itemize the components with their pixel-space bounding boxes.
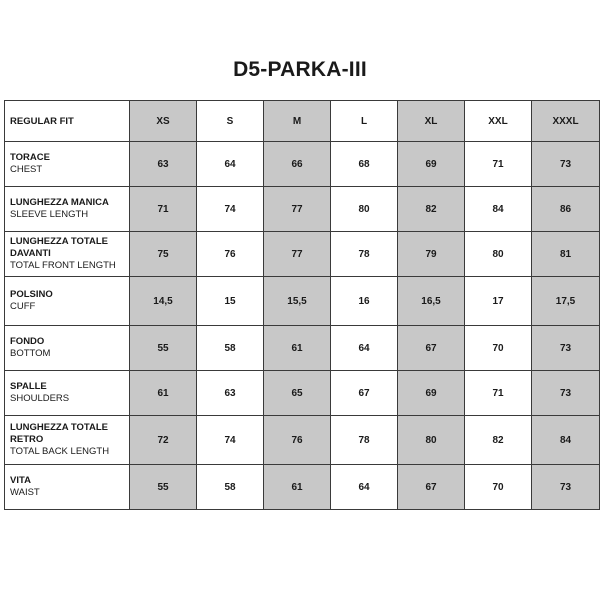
measurement-name-it: LUNGHEZZA MANICA <box>10 197 109 208</box>
measurement-label <box>5 232 130 277</box>
measurement-value: 79 <box>398 232 465 277</box>
table-row <box>5 326 600 371</box>
measurement-value: 16 <box>331 277 398 326</box>
measurement-name-en: CHEST <box>10 164 43 175</box>
measurement-value: 69 <box>398 142 465 187</box>
measurement-label <box>5 277 130 326</box>
measurement-value: 63 <box>197 371 264 416</box>
measurement-name-en: TOTAL BACK LENGTH <box>10 446 110 457</box>
measurement-name-en: WAIST <box>10 487 40 498</box>
measurement-value: 76 <box>197 232 264 277</box>
size-header-s: S <box>197 101 264 142</box>
table-row <box>5 277 600 326</box>
measurement-value: 78 <box>331 416 398 465</box>
measurement-value: 15,5 <box>264 277 331 326</box>
measurement-value: 73 <box>532 371 600 416</box>
measurement-value: 84 <box>465 187 532 232</box>
measurement-value: 70 <box>465 326 532 371</box>
measurement-value: 71 <box>130 187 197 232</box>
measurement-value: 84 <box>532 416 600 465</box>
measurement-label <box>5 416 130 465</box>
measurement-value: 58 <box>197 326 264 371</box>
measurement-value: 81 <box>532 232 600 277</box>
measurement-value: 70 <box>465 465 532 510</box>
measurement-value: 86 <box>532 187 600 232</box>
table-row <box>5 187 600 232</box>
measurement-value: 75 <box>130 232 197 277</box>
measurement-value: 67 <box>398 326 465 371</box>
measurement-name-it: VITA <box>10 475 31 486</box>
measurement-value: 77 <box>264 187 331 232</box>
measurement-value: 77 <box>264 232 331 277</box>
measurement-name-it: FONDO <box>10 336 45 347</box>
measurement-value: 64 <box>331 326 398 371</box>
size-header-l: L <box>331 101 398 142</box>
measurement-name-en: BOTTOM <box>10 348 51 359</box>
measurement-name-en: TOTAL FRONT LENGTH <box>10 260 116 271</box>
size-header-xs: XS <box>130 101 197 142</box>
measurement-value: 71 <box>465 142 532 187</box>
measurement-value: 73 <box>532 326 600 371</box>
measurement-value: 80 <box>331 187 398 232</box>
measurement-value: 78 <box>331 232 398 277</box>
measurement-value: 74 <box>197 416 264 465</box>
measurement-name-en: SHOULDERS <box>10 393 70 404</box>
measurement-label <box>5 371 130 416</box>
size-chart-table <box>4 100 600 510</box>
page-title: D5-PARKA-III <box>233 58 367 81</box>
measurement-value: 64 <box>197 142 264 187</box>
measurement-value: 71 <box>465 371 532 416</box>
measurement-value: 63 <box>130 142 197 187</box>
measurement-value: 67 <box>398 465 465 510</box>
measurement-value: 58 <box>197 465 264 510</box>
measurement-value: 15 <box>197 277 264 326</box>
measurement-value: 55 <box>130 326 197 371</box>
fit-label: REGULAR FIT <box>5 101 130 142</box>
measurement-name-it: POLSINO <box>10 289 53 300</box>
measurement-name-en: CUFF <box>10 301 36 312</box>
measurement-value: 61 <box>264 326 331 371</box>
measurement-value: 82 <box>398 187 465 232</box>
measurement-value: 69 <box>398 371 465 416</box>
measurement-name-en: SLEEVE LENGTH <box>10 209 89 220</box>
measurement-label <box>5 142 130 187</box>
measurement-value: 67 <box>331 371 398 416</box>
table-row <box>5 142 600 187</box>
measurement-value: 73 <box>532 142 600 187</box>
measurement-value: 14,5 <box>130 277 197 326</box>
measurement-name-it: LUNGHEZZA TOTALE RETRO <box>10 422 108 445</box>
measurement-value: 66 <box>264 142 331 187</box>
size-header-xxl: XXL <box>465 101 532 142</box>
measurement-name-it: LUNGHEZZA TOTALE DAVANTI <box>10 236 108 259</box>
measurement-value: 65 <box>264 371 331 416</box>
measurement-value: 61 <box>264 465 331 510</box>
measurement-value: 72 <box>130 416 197 465</box>
measurement-value: 82 <box>465 416 532 465</box>
measurement-value: 17,5 <box>532 277 600 326</box>
measurement-value: 68 <box>331 142 398 187</box>
measurement-value: 80 <box>398 416 465 465</box>
size-header-xl: XL <box>398 101 465 142</box>
measurement-value: 76 <box>264 416 331 465</box>
measurement-value: 61 <box>130 371 197 416</box>
measurement-value: 16,5 <box>398 277 465 326</box>
measurement-value: 74 <box>197 187 264 232</box>
measurement-name-it: TORACE <box>10 152 50 163</box>
table-row <box>5 416 600 465</box>
header-row <box>5 101 600 142</box>
measurement-name-it: SPALLE <box>10 381 47 392</box>
measurement-label <box>5 465 130 510</box>
measurement-value: 80 <box>465 232 532 277</box>
measurement-label <box>5 326 130 371</box>
table-row <box>5 371 600 416</box>
measurement-value: 73 <box>532 465 600 510</box>
measurement-value: 17 <box>465 277 532 326</box>
measurement-value: 55 <box>130 465 197 510</box>
table-row <box>5 232 600 277</box>
measurement-value: 64 <box>331 465 398 510</box>
table-row <box>5 465 600 510</box>
size-header-m: M <box>264 101 331 142</box>
measurement-label <box>5 187 130 232</box>
size-header-xxxl: XXXL <box>532 101 600 142</box>
